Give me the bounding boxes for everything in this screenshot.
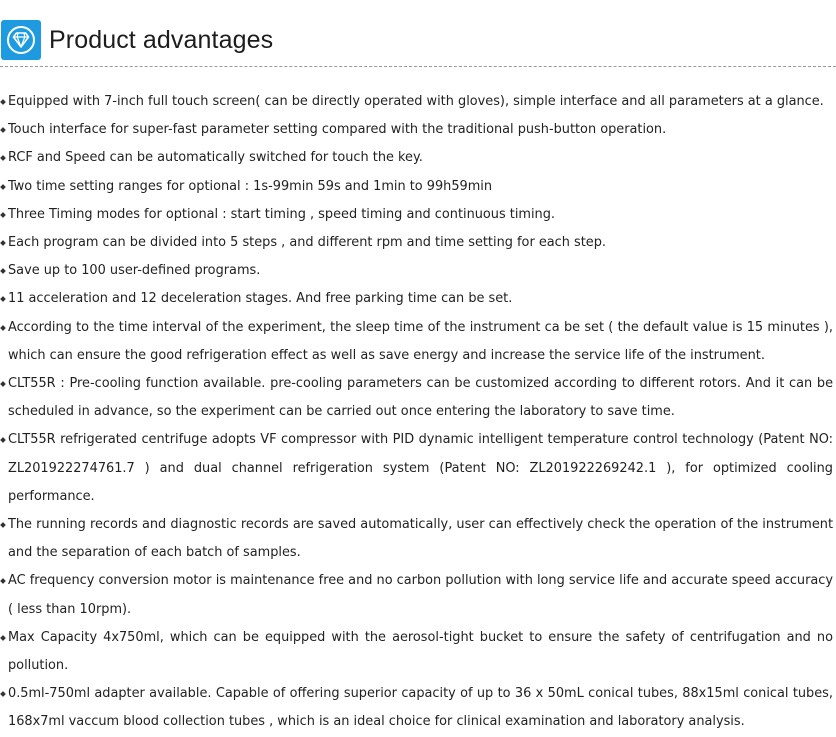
feature-text: AC frequency conversion motor is maintenance free and no carbon pollution with long service life and accurate speed accuracy ( less than 10rpm). <box>8 573 833 617</box>
feature-item <box>0 680 833 736</box>
feature-item <box>0 201 833 229</box>
diamond-bullet-icon <box>0 579 6 585</box>
feature-text: Save up to 100 user-defined programs. <box>8 263 261 279</box>
diamond-bullet-icon <box>0 212 6 218</box>
feature-text: Max Capacity 4x750ml, which can be equipped with the aerosol-tight bucket to ensure the safety of centrifugation and no pollution. <box>8 629 833 674</box>
diamond-bullet-icon <box>0 522 6 528</box>
diamond-bullet-icon <box>0 268 6 274</box>
feature-item <box>0 511 833 567</box>
feature-item <box>0 257 833 285</box>
diamond-bullet-icon <box>0 635 6 641</box>
feature-item <box>0 116 833 144</box>
feature-text: According to the time interval of the experiment, the sleep time of the instrument ca be set ( the default value is 15 minutes ), which can ensure the good refrigeration effect as well as save energy and increase the service life of the instrument. <box>8 319 833 363</box>
feature-item <box>0 144 833 172</box>
diamond-bullet-icon <box>0 325 6 331</box>
diamond-bullet-icon <box>0 297 6 303</box>
feature-list <box>0 88 833 737</box>
feature-text: RCF and Speed can be automatically switched for touch the key. <box>8 150 423 166</box>
feature-text: The running records and diagnostic records are saved automatically, user can effectively check the operation of the instrument and the separation of each batch of samples. <box>8 517 833 561</box>
section-header <box>0 0 836 66</box>
diamond-bullet-icon <box>0 156 6 162</box>
feature-item <box>0 426 833 511</box>
diamond-bullet-icon <box>0 184 6 190</box>
diamond-bullet-icon <box>0 438 6 444</box>
feature-text: 11 acceleration and 12 deceleration stages. And free parking time can be set. <box>8 291 513 307</box>
feature-text: 0.5ml-750ml adapter available. Capable of offering superior capacity of up to 36 x 50mL conical tubes, 88x15ml conical tubes, 168x7ml vaccum blood collection tubes , which is an ideal choice for clinical examination and laboratory analysis. <box>8 686 833 730</box>
feature-item <box>0 370 833 426</box>
feature-text: Three Timing modes for optional : start timing , speed timing and continuous timing. <box>8 206 556 222</box>
feature-item <box>0 229 833 257</box>
page-title: Product advantages <box>49 26 274 54</box>
feature-item <box>0 88 833 116</box>
feature-text: CLT55R refrigerated centrifuge adopts VF compressor with PID dynamic intelligent temperature control technology (Patent NO: ZL201922274761.7 ) and dual channel refrigeration system (Patent NO: ZL201922269242.1 ), for optimized cooling performance. <box>8 432 833 504</box>
diamond-bullet-icon <box>0 381 6 387</box>
feature-text: Two time setting ranges for optional : 1s-99min 59s and 1min to 99h59min <box>8 178 493 194</box>
feature-text: CLT55R : Pre-cooling function available. pre-cooling parameters can be customized according to different rotors. And it can be scheduled in advance, so the experiment can be carried out once entering the laboratory to save time. <box>8 376 833 420</box>
diamond-bullet-icon <box>0 691 6 697</box>
feature-item <box>0 567 833 623</box>
feature-item <box>0 314 833 370</box>
feature-text: Touch interface for super-fast parameter setting compared with the traditional push-button operation. <box>8 122 667 138</box>
diamond-bullet-icon <box>0 127 6 133</box>
feature-text: Equipped with 7-inch full touch screen( can be directly operated with gloves), simple interface and all parameters at a glance. <box>8 94 824 109</box>
feature-item <box>0 624 833 680</box>
feature-text: Each program can be divided into 5 steps , and different rpm and time setting for each step. <box>8 235 607 251</box>
diamond-bullet-icon <box>0 99 6 105</box>
diamond-bullet-icon <box>0 240 6 246</box>
feature-item <box>0 285 833 313</box>
feature-item <box>0 173 833 201</box>
diamond-circle-icon <box>1 20 41 60</box>
dashed-divider <box>0 66 836 67</box>
